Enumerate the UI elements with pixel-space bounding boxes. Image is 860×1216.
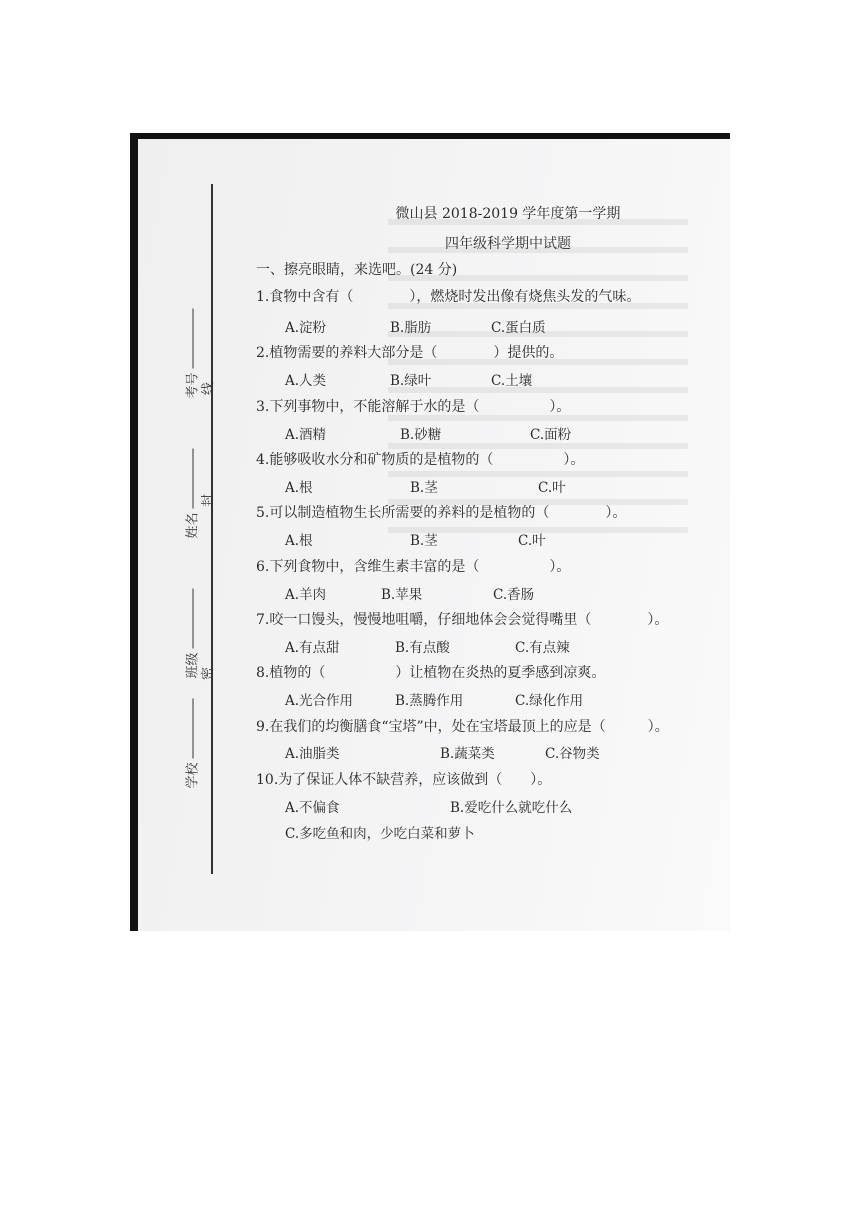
name-underline	[193, 448, 194, 508]
option: C.多吃鱼和肉，少吃白菜和萝卜	[285, 826, 475, 842]
header-subtitle: 四年级科学期中试题	[445, 236, 571, 252]
option: A.根	[285, 480, 313, 496]
question-stem: 4.能够吸收水分和矿物质的是植物的（ ）。	[256, 452, 585, 468]
name-label: 姓名	[185, 512, 201, 539]
option: C.叶	[538, 480, 566, 496]
option: B.蔬菜类	[440, 746, 495, 762]
option: C.有点辣	[515, 640, 570, 656]
binding-line	[211, 184, 213, 874]
school-underline	[193, 698, 194, 758]
option: B.茎	[410, 533, 438, 549]
option: B.砂糖	[400, 427, 442, 443]
seal-feng-label: 封	[201, 493, 217, 508]
option: B.蒸腾作用	[395, 693, 464, 709]
option: A.淀粉	[285, 320, 327, 336]
question-stem: 2.植物需要的养料大部分是（ ）提供的。	[256, 345, 564, 361]
option: A.酒精	[285, 427, 327, 443]
exam-no-label: 考号	[185, 372, 201, 399]
school-label: 学校	[185, 762, 201, 789]
class-underline	[193, 588, 194, 648]
option: C.蛋白质	[491, 320, 546, 336]
class-label: 班级	[185, 652, 201, 679]
question-stem: 5.可以制造植物生长所需要的养料的是植物的（ ）。	[256, 505, 627, 521]
seal-mi-label: 密	[201, 666, 217, 681]
option: A.有点甜	[285, 640, 340, 656]
option: B.脂肪	[390, 320, 432, 336]
option: B.绿叶	[390, 373, 432, 389]
option: A.油脂类	[285, 746, 340, 762]
option: A.根	[285, 533, 313, 549]
seal-line-label: 线	[201, 381, 217, 396]
option: C.香肠	[493, 587, 535, 603]
option: A.羊肉	[285, 587, 327, 603]
question-stem: 1.食物中含有（ ），燃烧时发出像有烧焦头发的气味。	[256, 289, 641, 305]
question-stem: 3.下列事物中，不能溶解于水的是（ ）。	[256, 399, 571, 415]
option: C.绿化作用	[515, 693, 584, 709]
option: C.叶	[518, 533, 546, 549]
question-stem: 9.在我们的均衡膳食“宝塔”中，处在宝塔最顶上的应是（ ）。	[256, 719, 669, 735]
question-stem: 8.植物的（ ）让植物在炎热的夏季感到凉爽。	[256, 665, 606, 681]
option: B.苹果	[381, 587, 423, 603]
exam-no-underline	[193, 308, 194, 368]
option: C.谷物类	[545, 746, 600, 762]
section-heading: 一、擦亮眼睛，来选吧。(24 分)	[256, 262, 458, 278]
question-stem: 7.咬一口馒头，慢慢地咀嚼，仔细地体会会觉得嘴里（ ）。	[256, 612, 669, 628]
exam-photo	[130, 133, 730, 931]
option: A.光合作用	[285, 693, 354, 709]
question-stem: 10.为了保证人体不缺营养，应该做到（ ）。	[256, 772, 552, 788]
school-field	[182, 698, 201, 788]
option: B.有点酸	[395, 640, 450, 656]
question-stem: 6.下列食物中，含维生素丰富的是（ ）。	[256, 559, 571, 575]
exam-sheet	[138, 139, 730, 931]
option: B.茎	[410, 480, 438, 496]
option: B.爱吃什么就吃什么	[450, 800, 573, 816]
class-field	[182, 588, 201, 678]
option: C.土壤	[491, 373, 533, 389]
option: A.不偏食	[285, 800, 340, 816]
option: A.人类	[285, 373, 327, 389]
header-title: 微山县 2018-2019 学年度第一学期	[395, 206, 621, 222]
option: C.面粉	[530, 427, 572, 443]
